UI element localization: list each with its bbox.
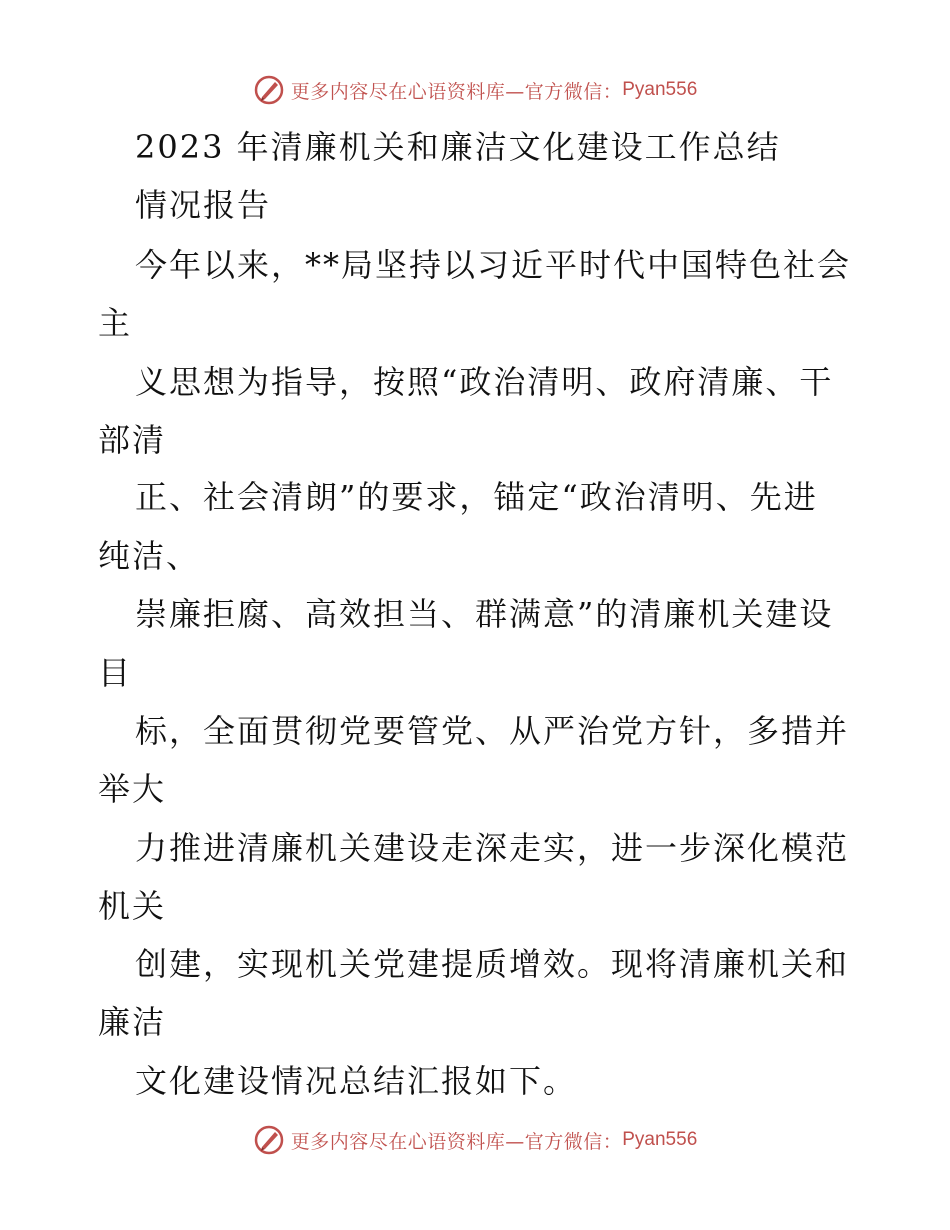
body-line: 义思想为指导，按照“政治清明、政府清廉、干 bbox=[135, 363, 834, 401]
body-line: 目 bbox=[98, 654, 133, 692]
document-title-line-2: 情况报告 bbox=[135, 186, 272, 224]
body-line: 力推进清廉机关建设走深走实，进一步深化模范 bbox=[135, 829, 850, 867]
body-line: 文化建设情况总结汇报如下。 bbox=[135, 1062, 578, 1100]
body-line: 正、社会清朗”的要求，锚定“政治清明、先进 bbox=[135, 478, 818, 516]
document-title-line-1: 2023 年清廉机关和廉洁文化建设工作总结 bbox=[135, 128, 781, 166]
pen-logo-icon bbox=[253, 1124, 285, 1156]
body-line: 主 bbox=[98, 304, 133, 342]
pen-logo-icon bbox=[253, 74, 285, 106]
watermark-text: 更多内容尽在心语资料库—官方微信： bbox=[290, 1130, 623, 1153]
body-line: 今年以来，**局坚持以习近平时代中国特色社会 bbox=[135, 246, 852, 284]
footer-watermark bbox=[0, 1120, 950, 1160]
body-line: 部清 bbox=[98, 421, 167, 459]
body-line: 创建，实现机关党建提质增效。现将清廉机关和 bbox=[135, 945, 850, 983]
body-line: 机关 bbox=[98, 887, 167, 925]
body-line: 崇廉拒腐、高效担当、群满意”的清廉机关建设 bbox=[135, 595, 834, 633]
body-line: 纯洁、 bbox=[98, 537, 201, 575]
header-watermark bbox=[0, 70, 950, 110]
watermark-account: Pyan556 bbox=[622, 1129, 698, 1150]
body-line: 标，全面贯彻党要管党、从严治党方针，多措并 bbox=[135, 712, 850, 750]
watermark-text: 更多内容尽在心语资料库—官方微信： bbox=[290, 80, 623, 103]
body-line: 廉洁 bbox=[98, 1003, 167, 1041]
body-line: 举大 bbox=[98, 770, 167, 808]
watermark-account: Pyan556 bbox=[622, 79, 698, 100]
